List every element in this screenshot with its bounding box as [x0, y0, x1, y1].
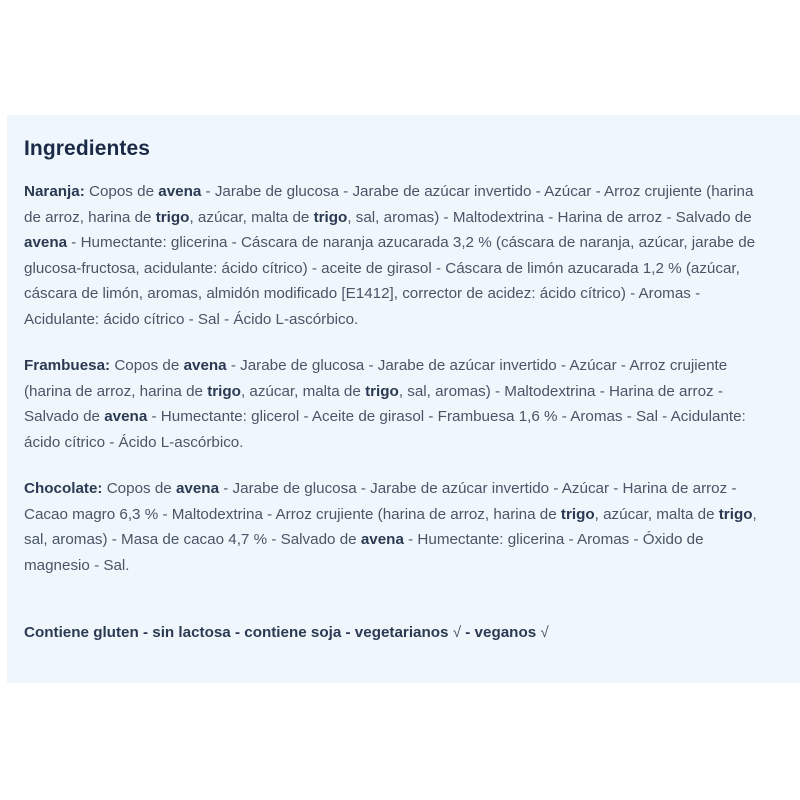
check-radical-icon: √: [452, 624, 462, 641]
allergen-note-text: - veganos: [461, 624, 541, 641]
ingredient-text: Copos de: [102, 480, 176, 497]
ingredient-text: - Jarabe de glucosa - Jarabe de azúcar invertido - Azúcar - Arroz crujiente (harina de arroz, harina de: [24, 357, 732, 400]
allergen-highlight: trigo: [365, 382, 399, 400]
allergen-highlight: avena: [360, 531, 404, 548]
ingredient-text: , sal, aromas) - Maltodextrina - Harina de arroz - Salvado de: [24, 382, 728, 425]
allergen-note-text: Contiene gluten - sin lactosa - contiene soja - vegetarianos: [24, 624, 453, 641]
ingredient-flavor-label: Frambuesa:: [24, 357, 111, 374]
allergen-highlight: trigo: [313, 208, 348, 226]
ingredient-text: , azúcar, malta de: [189, 208, 314, 226]
ingredient-paragraph: [24, 353, 769, 455]
allergen-highlight: trigo: [718, 505, 753, 523]
ingredient-text: , azúcar, malta de: [240, 382, 366, 400]
ingredient-text: - Humectante: glicerina - Cáscara de naranja azucarada 3,2 % (cáscara de naranja, azúcar, jarabe de glucosa-fructosa, acidulante: ácido cítrico) - aceite de girasol - Cáscara de limón azucarada 1,2 % (azúcar, cáscara de limón, aromas, almidón modificado [E1412], corrector de acidez: ácido cítrico) - Aromas - Acidulante: ácido cítrico - Sal - Ácido L-ascórbico.: [24, 234, 760, 328]
ingredient-text: , azúcar, malta de: [594, 505, 719, 523]
ingredient-text: - Jarabe de glucosa - Jarabe de azúcar invertido - Azúcar - Arroz crujiente (harina de arroz, harina de: [24, 183, 758, 226]
ingredient-text: Copos de: [110, 357, 184, 374]
allergen-highlight: avena: [158, 183, 202, 200]
ingredient-text: - Humectante: glicerol - Aceite de girasol - Frambuesa 1,6 % - Aromas - Sal - Acidulante: ácido cítrico - Ácido L-ascórbico.: [24, 408, 751, 451]
ingredient-text: , sal, aromas) - Maltodextrina - Harina de arroz - Salvado de: [347, 208, 761, 226]
allergen-highlight: trigo: [155, 208, 190, 226]
ingredients-panel: [7, 115, 800, 683]
ingredient-paragraph: [24, 476, 769, 578]
ingredient-text: - Jarabe de glucosa - Jarabe de azúcar invertido - Azúcar - Harina de arroz - Cacao magro 6,3 % - Maltodextrina - Arroz crujiente (harina de arroz, harina de: [24, 480, 741, 523]
ingredient-paragraph: [24, 179, 769, 332]
allergen-highlight: trigo: [560, 505, 595, 523]
allergen-highlight: avena: [104, 408, 148, 425]
allergen-highlight: trigo: [207, 382, 241, 400]
ingredient-text: - Humectante: glicerina - Aromas - Óxido de magnesio - Sal.: [24, 531, 708, 574]
allergen-highlight: avena: [183, 357, 227, 374]
allergen-note: [24, 620, 770, 646]
allergen-highlight: avena: [175, 480, 220, 497]
page-title: Ingredientes: [24, 137, 151, 160]
ingredient-text: , sal, aromas) - Masa de cacao 4,7 % - Salvado de: [24, 505, 761, 548]
ingredient-text: Copos de: [84, 183, 159, 200]
ingredient-flavor-label: Naranja:: [24, 183, 85, 200]
ingredient-paragraph-list: [24, 179, 770, 578]
ingredient-flavor-label: Chocolate:: [24, 480, 103, 497]
check-radical-icon: √: [540, 624, 549, 641]
allergen-highlight: avena: [24, 234, 68, 251]
